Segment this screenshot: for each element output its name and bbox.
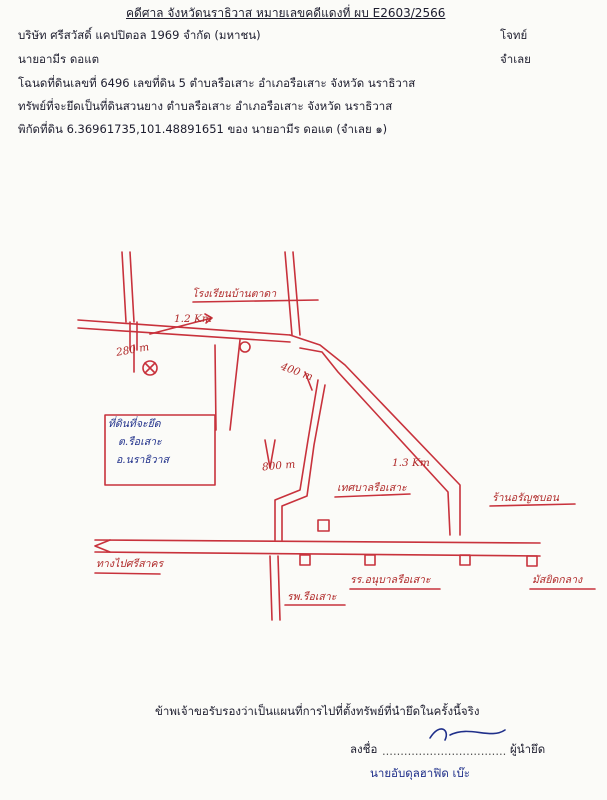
- defendant-role: จำเลย: [500, 52, 531, 66]
- signer-name: นายอับดุลฮาฟิด เบ๊ะ: [370, 766, 470, 780]
- coordinates-line: พิกัดที่ดิน 6.36961735,101.48891651 ของ นายอามีร ดอแต (จำเลย ๑): [18, 122, 388, 136]
- sign-dots: ..................................: [382, 744, 507, 758]
- certification-text: ข้าพเจ้าขอรับรองว่าเป็นแผนที่การไปที่ตั้งทรัพย์ที่นำยึดในครั้งนี้จริง: [155, 704, 480, 718]
- label-400m: 400 m: [278, 360, 315, 384]
- defendant-name: นายอามีร ดอแต: [18, 52, 100, 66]
- label-1-3km: 1.3 Km: [392, 457, 430, 469]
- plaintiff-name: บริษัท ศรีสวัสดิ์ แคปปิตอล 1969 จำกัด (มหาชน): [18, 28, 261, 42]
- land-box-line-2: ต.รือเสาะ: [118, 436, 162, 448]
- label-school: โรงเรียนบ้านตาดา: [192, 288, 277, 300]
- sign-label: ลงชื่อ: [350, 742, 378, 756]
- label-800m: 800 m: [261, 458, 296, 474]
- label-shop: ร้านอรัญชบอน: [492, 492, 559, 504]
- land-box-line-1: ที่ดินที่จะยึด: [108, 418, 161, 430]
- label-hospital: รพ.รือเสาะ: [287, 591, 337, 603]
- property-line: ทรัพย์ที่จะยึดเป็นที่ดินสวนยาง ตำบลรือเสาะ อำเภอรือเสาะ จังหวัด นราธิวาส: [18, 99, 393, 113]
- land-box-line-3: อ.นราธิวาส: [116, 454, 169, 466]
- label-to-direction: ทางไปศรีสาคร: [96, 558, 164, 570]
- court-case-line: คดีศาล จังหวัดนราธิวาส หมายเลขคดีแดงที่ ผบ E2603/2566: [126, 6, 446, 20]
- seizer-role: ผู้นำยึด: [510, 742, 546, 756]
- label-mosque: มัสยิดกลาง: [532, 574, 583, 586]
- deed-line: โฉนดที่ดินเลขที่ 6496 เลขที่ดิน 5 ตำบลรือเสาะ อำเภอรือเสาะ จังหวัด นราธิวาส: [18, 76, 416, 90]
- plaintiff-role: โจทย์: [500, 28, 528, 42]
- label-280m: 280 m: [115, 341, 151, 359]
- label-municipality: เทศบาลรือเสาะ: [337, 482, 407, 494]
- label-kindergarten: รร.อนุบาลรือเสาะ: [350, 574, 431, 586]
- label-1-2km: 1.2 Km: [174, 313, 212, 325]
